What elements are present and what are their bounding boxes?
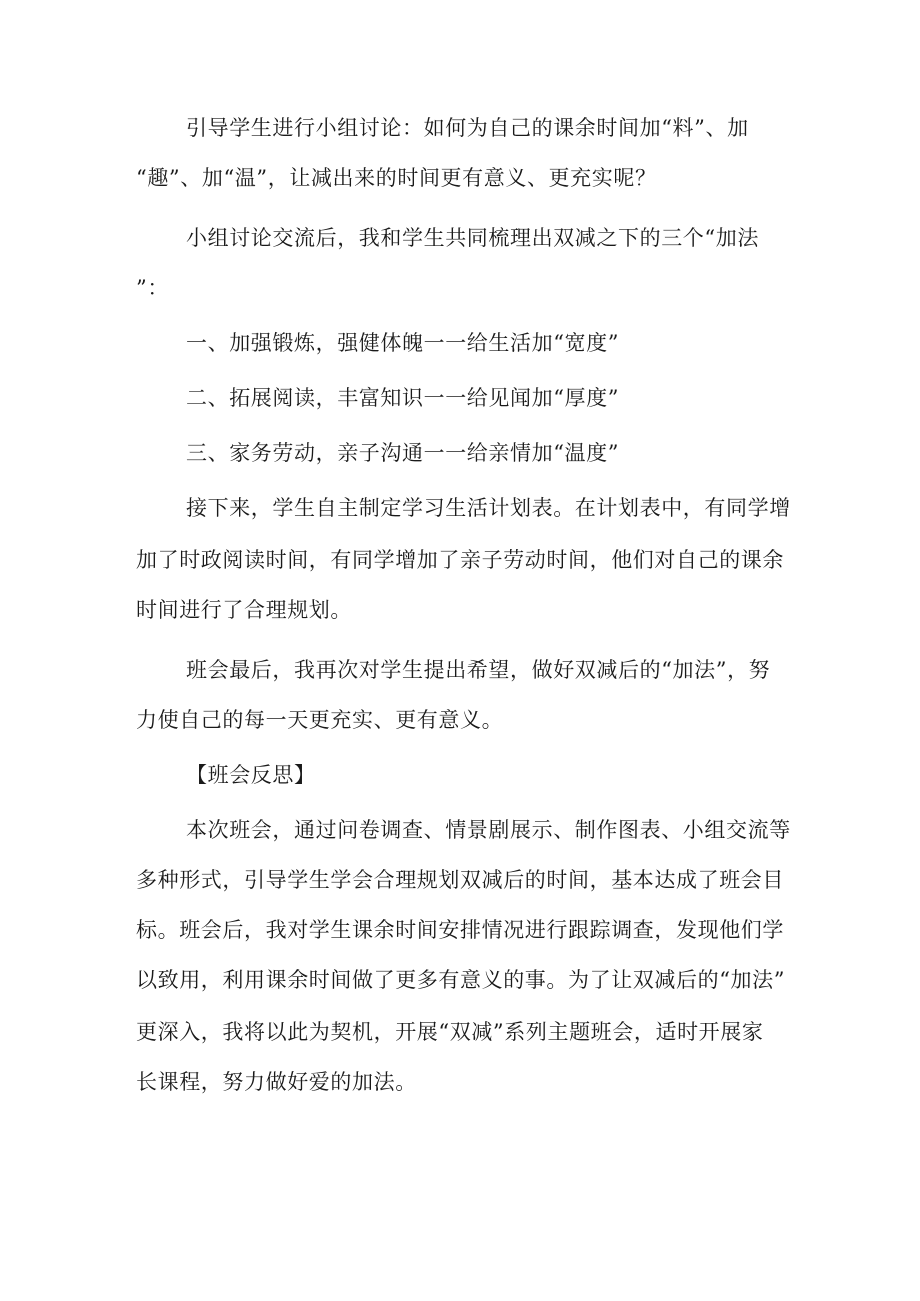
paragraph-line: 更深入，我将以此为契机，开展“双减”系列主题班会，适时开展家: [136, 1020, 764, 1044]
paragraph-line: 标。班会后，我对学生课余时间安排情况进行跟踪调查，发现他们学: [136, 918, 784, 942]
paragraph-line: 多种形式，引导学生学会合理规划双减后的时间，基本达成了班会目: [136, 868, 784, 892]
paragraph-line: 班会最后，我再次对学生提出希望，做好双减后的“加法”，努: [186, 658, 771, 682]
paragraph-line: 加了时政阅读时间，有同学增加了亲子劳动时间，他们对自己的课余: [136, 548, 784, 572]
paragraph-line: 小组讨论交流后，我和学生共同梳理出双减之下的三个“加法: [186, 226, 759, 250]
paragraph-line: 以致用，利用课余时间做了更多有意义的事。为了让双减后的“加法”: [136, 968, 786, 992]
section-heading: 【班会反思】: [186, 763, 316, 787]
paragraph-line: 本次班会，通过问卷调查、情景剧展示、制作图表、小组交流等: [186, 818, 791, 842]
paragraph-line: 力使自己的每一天更充实、更有意义。: [136, 708, 504, 732]
list-item-2: 二、拓展阅读，丰富知识一一给见闻加“厚度”: [186, 386, 620, 410]
paragraph-line: 时间进行了合理规划。: [136, 598, 352, 622]
list-item-3: 三、家务劳动，亲子沟通一一给亲情加“温度”: [186, 441, 620, 465]
paragraph-line: 长课程，努力做好爱的加法。: [136, 1070, 417, 1094]
paragraph-line: 引导学生进行小组讨论：如何为自己的课余时间加“料”、加: [186, 116, 749, 140]
list-item-1: 一、加强锻炼，强健体魄一一给生活加“宽度”: [186, 331, 620, 355]
paragraph-line: 接下来，学生自主制定学习生活计划表。在计划表中，有同学增: [186, 496, 791, 520]
paragraph-line: “趣”、加“温”，让减出来的时间更有意义、更充实呢？: [136, 166, 657, 190]
paragraph-line: ”：: [136, 276, 169, 300]
